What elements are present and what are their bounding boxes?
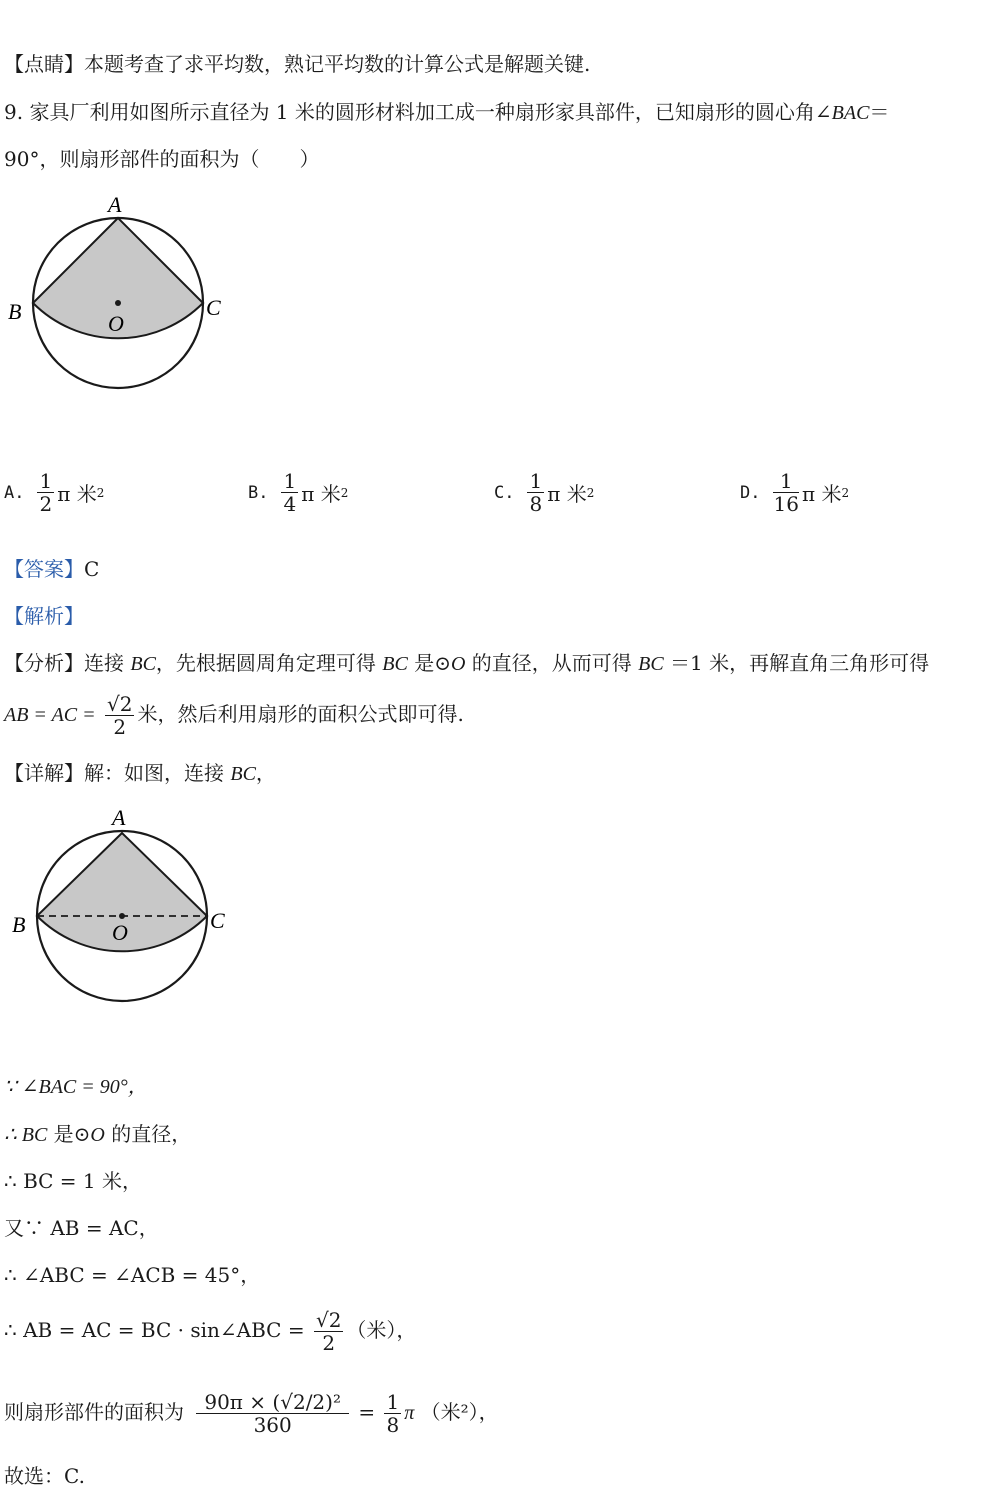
label-a: A [108,192,122,217]
step-7-rnum: 1 [386,1390,400,1414]
option-a-num: 1 [39,469,53,493]
analysis-text-1: 连接 [84,651,131,675]
option-d-suffix: π 米 [801,482,842,506]
dianjing-line [4,50,590,78]
step-7-end: （米²）， [420,1400,499,1424]
step-2-d: 的直径， [104,1122,192,1146]
analysis-text-4: 的直径，从而可得 [465,651,639,675]
option-c-letter: C. [494,482,515,503]
step-1: ∵ ∠BAC = 90°， [4,1076,148,1098]
option-c-num: 1 [529,469,543,493]
step-6-eq: ∴ AB = AC = BC · sin∠ABC = [4,1318,305,1342]
step-7-den: 360 [253,1413,292,1437]
analysis-frac-den: 2 [113,715,127,739]
label-b: B [8,299,22,324]
step-6-fraction [314,1309,343,1354]
option-d [740,470,849,515]
option-c [494,470,594,515]
analysis-text-2: ，先根据圆周角定理可得 [155,651,383,675]
step-2-a: ∴ BC [4,1124,48,1146]
label-c: C [206,295,221,320]
question-text-2: 90°，则扇形部件的面积为（ ） [4,147,320,171]
option-a-letter: A. [4,482,25,503]
step-7-result [384,1391,401,1436]
label-c-2: C [210,908,225,933]
figure-sector-1 [0,185,240,400]
step-3: ∴ BC = 1 米， [4,1169,143,1193]
step-7-pi: π [404,1402,415,1424]
step-6-end: （米）， [346,1318,417,1342]
step-6 [4,1306,416,1354]
step-4: 又∵ AB = AC， [4,1216,159,1240]
detail-var: BC [230,763,256,785]
option-a [4,470,104,515]
detail-line [4,759,276,788]
figure-sector-2 [4,800,244,1010]
analysis-var-o: O [450,653,466,675]
option-c-suffix: π 米 [547,482,587,506]
step-5: ∴ ∠ABC = ∠ACB = 45°， [4,1263,261,1287]
label-o-2: O [112,920,128,945]
analysis-frac-num: √2 [106,692,133,716]
option-b-suffix: π 米 [301,482,341,506]
option-a-sup: 2 [96,485,105,500]
option-b-fraction [281,470,298,515]
step-7-equals: = [358,1400,376,1424]
step-7-rden: 8 [386,1413,400,1437]
step-7-fraction [196,1391,349,1436]
analysis-tag: 【分析】 [4,651,84,675]
step-6-num: √2 [315,1308,342,1332]
option-b [248,470,348,515]
step-8: 故选：C. [4,1464,85,1488]
option-d-letter: D. [740,482,761,503]
option-d-sup: 2 [841,485,850,500]
step-2-c: O [90,1124,105,1146]
question-text-1: 9. 家具厂利用如图所示直径为 1 米的圆形材料加工成一种扇形家具部件，已知扇形的圆心角∠ [4,100,832,124]
step-2-b: 是⊙ [47,1122,91,1146]
answer-tag: 【答案】 [4,557,84,581]
option-d-fraction [773,470,798,515]
option-b-sup: 2 [340,485,349,500]
analysis-eq: AB = AC = [4,704,96,726]
option-b-den: 4 [283,492,297,516]
detail-tag: 【详解】 [4,761,84,785]
detail-end: ， [255,761,276,785]
step-7-lead: 则扇形部件的面积为 [4,1400,184,1424]
analysis-text-5: ＝1 米，再解直角三角形可得 [663,651,930,675]
step-6-den: 2 [322,1331,336,1355]
analysis-line-1 [4,649,929,678]
detail-text: 解：如图，连接 [84,761,231,785]
question-angle-var: BAC [831,102,870,124]
question-equals: ＝ [869,100,890,124]
analysis-tail: 米，然后利用扇形的面积公式即可得. [137,702,464,726]
step-7-num: 90π × (√2/2)² [196,1391,349,1414]
analysis-fraction [105,693,134,738]
jiexi-line [4,602,84,630]
option-d-den: 16 [773,492,799,516]
label-o: O [108,311,124,336]
option-a-fraction [37,470,54,515]
answer-value: C [84,557,100,581]
center-dot [115,300,121,306]
option-c-sup: 2 [586,485,595,500]
dianjing-tag: 【点睛】 [4,52,84,76]
analysis-line-2 [4,690,464,739]
label-a-2: A [112,805,126,830]
option-d-num: 1 [773,470,798,493]
question-line-2 [4,145,319,173]
option-b-letter: B. [248,482,269,503]
center-dot-2 [119,913,125,919]
dianjing-text: 本题考查了求平均数，熟记平均数的计算公式是解题关键. [84,52,591,76]
step-7 [4,1382,499,1443]
step-2 [4,1120,191,1149]
option-a-den: 2 [39,492,53,516]
option-c-fraction [527,470,544,515]
answer-line [4,555,99,583]
analysis-text-3: 是⊙ [407,651,451,675]
jiexi-tag: 【解析】 [4,604,84,628]
option-b-num: 1 [283,469,297,493]
option-a-suffix: π 米 [57,482,97,506]
analysis-var-bc-1: BC [130,653,156,675]
question-line-1 [4,98,889,127]
option-c-den: 8 [529,492,543,516]
label-b-2: B [12,912,26,937]
analysis-var-bc-3: BC [638,653,664,675]
analysis-var-bc-2: BC [382,653,408,675]
